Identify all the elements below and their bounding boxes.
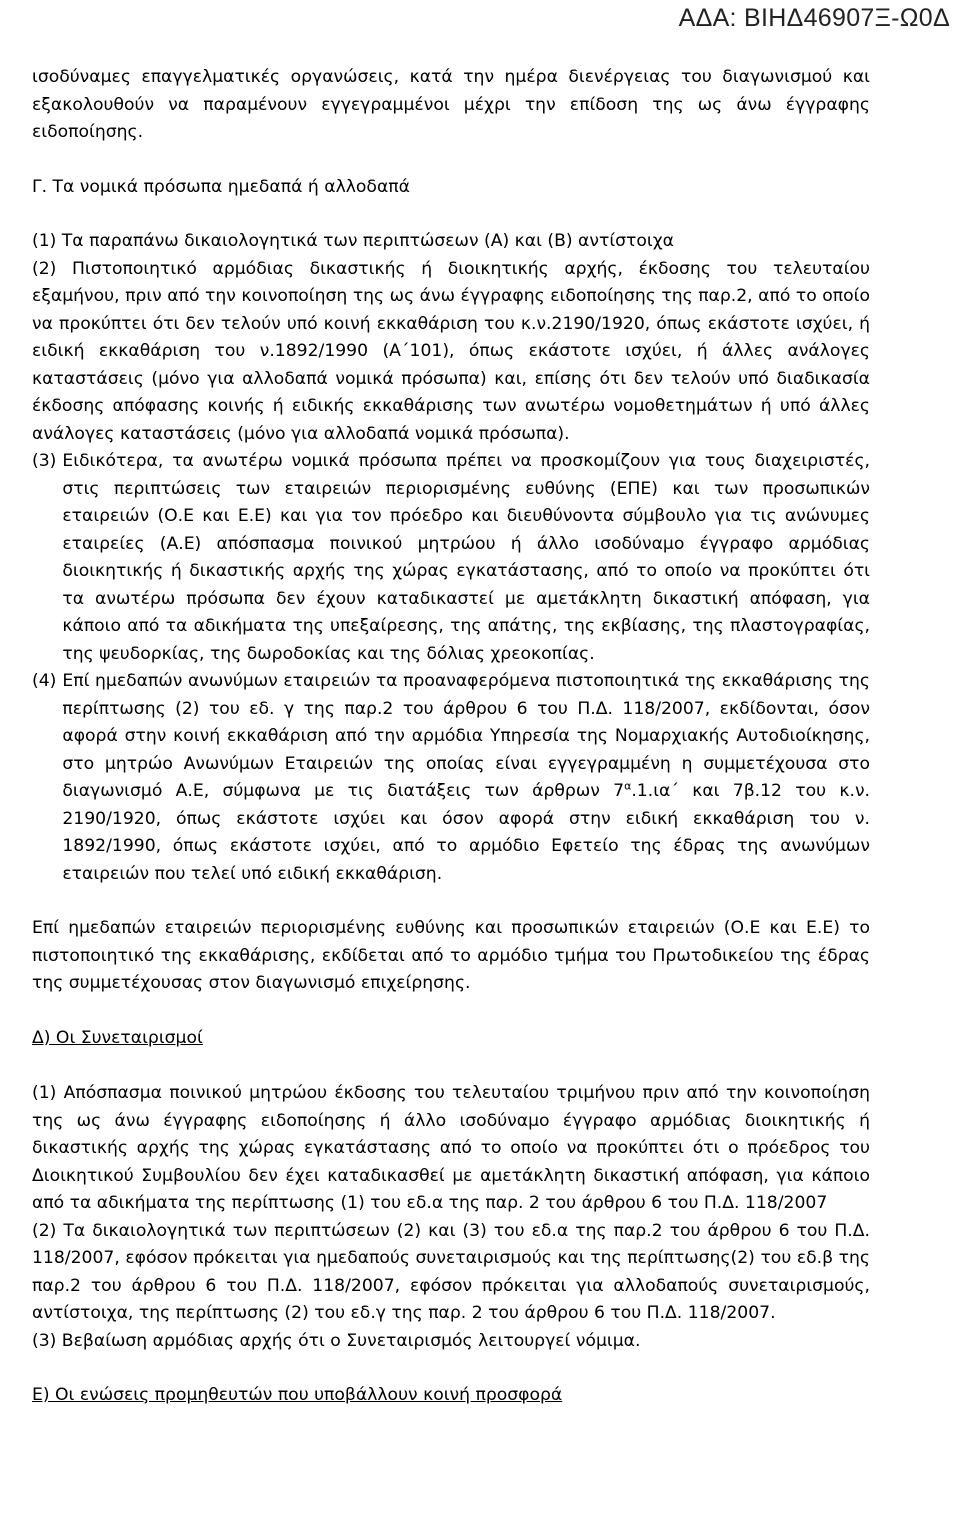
section-g-item-1: (1) Τα παραπάνω δικαιολογητικά των περιπτώσεων (Α) και (Β) αντίστοιχα [32,231,674,251]
spacer [32,1052,870,1080]
spacer [32,1355,870,1382]
ada-code: ΑΔΑ: ΒΙΗΔ46907Ξ-Ω0Δ [678,4,950,32]
section-d-item-1: (1) Απόσπασμα ποινικού μητρώου έκδοσης του τελευταίου τριμήνου πριν από την κοινοποίηση της ως άνω έγγραφης ειδοποίησης ή άλλο ισοδύναμο έγγραφο αρμόδιας διοικητικής ή δικαστικής αρχής της χώρας εγκατάστασης από το οποίο να προκύπτει ότι ο πρόεδρος του Διοικητικού Συμβουλίου δεν έχει καταδικασθεί με αμετάκλητη δικαστική απόφαση, για κάποιο από τα αδικήματα της περίπτωσης (1) του εδ.α της παρ. 2 του άρθρου 6 του Π.Δ. 118/2007 [32,1083,870,1213]
section-d-item-2: (2) Τα δικαιολογητικά των περιπτώσεων (2) και (3) του εδ.α της παρ.2 του άρθρου 6 του Π.Δ. 118/2007, εφόσον πρόκειται για ημεδαπούς συνεταιρισμούς και της περίπτωσης(2) του εδ.β της παρ.2 του άρθρου 6 του Π.Δ. 118/2007, εφόσον πρόκειται για αλλοδαπούς συνεταιρισμούς, αντίστοιχα, της περίπτωσης (2) του εδ.γ της παρ. 2 του άρθρου 6 του Π.Δ. 118/2007. [32,1220,870,1323]
item-text-part-a: Επί ημεδαπών ανωνύμων εταιρειών τα προαναφερόμενα πιστοποιητικά της εκκαθάρισης της περίπτωσης (2) του εδ. γ της παρ.2 του άρθρου 6 του Π.Δ. 118/2007, εκδίδονται, όσον αφορά στην κοινή εκκαθάριση από την αρμόδια Υπηρεσία της Νομαρχιακής Αυτοδιοίκησης, στο μητρώο Ανωνύμων Εταιρειών της οποίας είναι εγγεγραμμένη η συμμετέχουσα στο διαγωνισμό Α.Ε, σύμφωνα με τις διατάξεις των άρθρων 7 [62,671,870,801]
document-body [32,64,870,1410]
section-g-item-3 [32,448,870,668]
item-text-part-b: .1.ια΄ και 7β.12 του κ.ν. 2190/1920, όπως εκάστοτε ισχύει και όσον αφορά στην ειδική εκκαθάριση του ν. 1892/1990, όπως εκάστοτε ισχύει, από το αρμόδιο Εφετείο της έδρας της ανωνύμων εταιρειών που τελεί υπό ειδική εκκαθάριση. [62,781,871,884]
section-e-heading [32,1382,870,1410]
spacer [32,998,870,1025]
superscript: α [624,779,632,793]
section-e-heading-text: Ε) Οι ενώσεις προμηθευτών που υποβάλλουν κοινή προσφορά [32,1385,563,1405]
section-g-heading: Γ. Τα νομικά πρόσωπα ημεδαπά ή αλλοδαπά [32,176,410,197]
item-text: Ειδικότερα, τα ανωτέρω νομικά πρόσωπα πρέπει να προσκομίζουν για τους διαχειριστές, στις περιπτώσεις των εταιρειών περιορισμένης ευθύνης (ΕΠΕ) και των προσωπικών εταιρειών (Ο.Ε και Ε.Ε) και για τον πρόεδρο και διευθύνοντα σύμβουλο για τις ανώνυμες εταιρείες (Α.Ε) απόσπασμα ποινικού μητρώου ή άλλο ισοδύναμο έγγραφο αρμόδιας διοικητικής ή δικαστικής αρχής της χώρας εγκατάστασης, από το οποίο να προκύπτει ότι τα ανωτέρω πρόσωπα δεν έχουν καταδικαστεί με αμετάκλητη δικαστική απόφαση, για κάποιο από τα αδικήματα της υπεξαίρεσης, της απάτης, της εκβίασης, της πλαστογραφίας, της ψευδορκίας, της δωροδοκίας και της δόλιας χρεοκοπίας. [62,451,870,664]
spacer [32,147,870,174]
section-g-item-2: (2) Πιστοποιητικό αρμόδιας δικαστικής ή διοικητικής αρχής, έκδοσης του τελευταίου εξαμήνου, πριν από την κοινοποίηση της ως άνω έγγραφης ειδοποίησης της παρ.2, από το οποίο να προκύπτει ότι δεν τελούν υπό κοινή εκκαθάριση του κ.ν.2190/1920, όπως εκάστοτε ισχύει, ή ειδική εκκαθάριση του ν.1892/1990 (Α΄101), όπως εκάστοτε ισχύει, ή άλλες ανάλογες καταστάσεις (μόνο για αλλοδαπά νομικά πρόσωπα) και, επίσης ότι δεν τελούν υπό διαδικασία έκδοσης απόφασης κοινής ή ειδικής εκκαθάρισης των ανωτέρω νομοθετημάτων ή υπό άλλες ανάλογες καταστάσεις (μόνο για αλλοδαπά νομικά πρόσωπα). [32,258,870,444]
section-d-item-3: (3) Βεβαίωση αρμόδιας αρχής ότι ο Συνεταιρισμός λειτουργεί νόμιμα. [32,1330,641,1351]
section-g-closing: Επί ημεδαπών εταιρειών περιορισμένης ευθύνης και προσωπικών εταιρειών (Ο.Ε και Ε.Ε) το πιστοποιητικό της εκκαθάρισης, εκδίδεται από το αρμόδιο τμήμα του Πρωτοδικείου της έδρας της συμμετέχουσας στον διαγωνισμό επιχείρησης. [32,918,870,993]
section-g-item-4 [32,668,870,888]
section-d-heading-text: Δ) Οι Συνεταιρισμοί [32,1027,203,1048]
spacer [32,888,870,915]
intro-paragraph: ισοδύναμες επαγγελματικές οργανώσεις, κατά την ημέρα διενέργειας του διαγωνισμού και εξακολουθούν να παραμένουν εγγεγραμμένοι μέχρι την επίδοση της ως άνω έγγραφης ειδοποίησης. [32,67,870,142]
item-text [62,668,870,888]
spacer [32,201,870,228]
item-number: (3) [32,451,57,471]
item-number: (4) [32,671,57,691]
section-d-heading [32,1025,870,1053]
